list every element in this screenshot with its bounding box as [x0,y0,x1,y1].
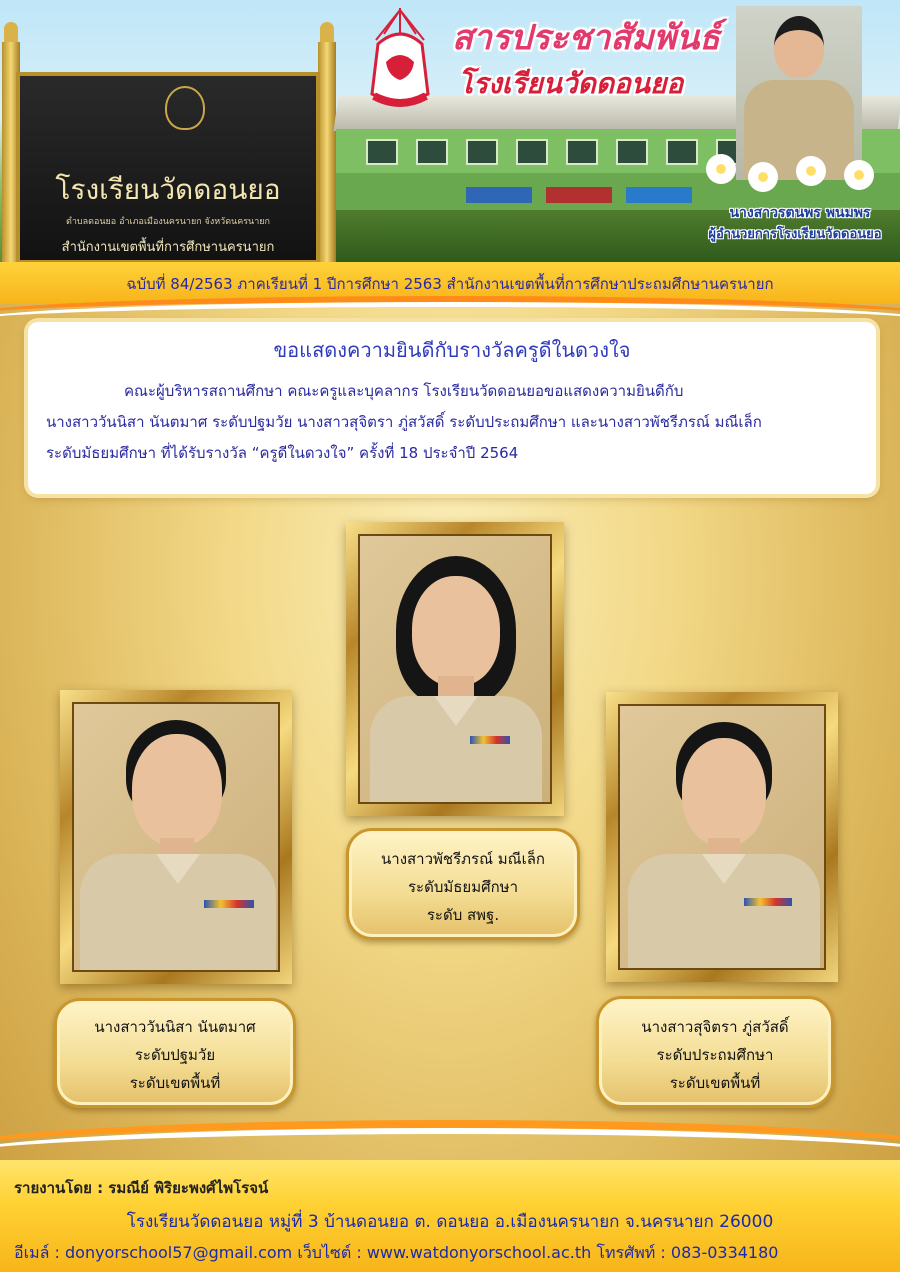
teacher-photo-primary [618,704,826,970]
announcement-line: นางสาววันนิสา นันตมาศ ระดับปฐมวัย นางสาวสุจิตรา ภู่สวัสดิ์ ระดับประถมศึกษา และนางสาวพัชรีภรณ์ มณีเล็ก [46,413,762,431]
teacher-level: ระดับประถมศึกษา [656,1046,774,1064]
teacher-photo-frame-secondary [346,522,564,816]
announcement-line: คณะผู้บริหารสถานศึกษา คณะครูและบุคลากร โรงเรียนวัดดอนยอขอแสดงความยินดีกับ [124,382,684,400]
announcement-line: ระดับมัธยมศึกษา ที่ได้รับรางวัล “ครูดีในดวงใจ” ครั้งที่ 18 ประจำปี 2564 [46,444,519,462]
teacher-name: นางสาววันนิสา นันตมาศ [94,1018,256,1036]
teacher-level: ระดับปฐมวัย [134,1046,216,1064]
school-logo [358,4,442,112]
school-sign [0,22,340,262]
school-address: โรงเรียนวัดดอนยอ หมู่ที่ 3 บ้านดอนยอ ต. ดอนยอ อ.เมืองนครนายก จ.นครนายก 26000 [126,1212,774,1232]
award-scope: ระดับเขตพื้นที่ [129,1074,221,1092]
announcement-body [46,376,858,469]
sign-address: ตำบลดอนยอ อำเภอเมืองนครนายก จังหวัดนครนายก [66,217,270,227]
reporter-credit: รายงานโดย : รมณีย์ พิริยะพงศ์ไพโรจน์ [14,1179,269,1197]
director-name: นางสาวรตนพร พนมพร [729,205,871,221]
sign-office: สำนักงานเขตพื้นที่การศึกษานครนายก [61,240,275,255]
teacher-name: นางสาวพัชรีภรณ์ มณีเล็ก [381,850,545,868]
issue-info: ฉบับที่ 84/2563 ภาคเรียนที่ 1 ปีการศึกษา 2563 สำนักงานเขตพื้นที่การศึกษาประถมศึกษานครนายก [126,275,774,293]
contact-info: อีเมล์ : donyorschool57@gmail.com เว็บไซต์ : www.watdonyorschool.ac.th โทรศัพท์ : 083-0334180 [14,1243,779,1262]
newsletter-title: สารประชาสัมพันธ์ [452,18,720,58]
teacher-photo-early-childhood [72,702,280,972]
frangipani-flowers [700,150,900,196]
ministry-emblem-icon [165,86,205,130]
teacher-photo-frame-primary [606,692,838,982]
award-scope: ระดับ สพฐ. [426,906,500,924]
teacher-photo-frame-early-childhood [60,690,292,984]
award-scope: ระดับเขตพื้นที่ [669,1074,761,1092]
school-name-title: โรงเรียนวัดดอนยอ [458,67,684,100]
nameplate-early-childhood [54,998,296,1108]
teacher-level: ระดับมัธยมศึกษา [407,878,518,896]
announcement-box [28,322,876,494]
teacher-photo-secondary [358,534,552,804]
header-banner [0,0,900,262]
teacher-name: นางสาวสุจิตรา ภู่สวัสดิ์ [641,1018,789,1036]
director-title: ผู้อำนวยการโรงเรียนวัดดอนยอ [708,227,882,242]
sign-title: โรงเรียนวัดดอนยอ [55,173,281,206]
announcement-title: ขอแสดงความยินดีกับรางวัลครูดีในดวงใจ [273,338,631,362]
nameplate-primary [596,996,834,1108]
nameplate-secondary [346,828,580,940]
